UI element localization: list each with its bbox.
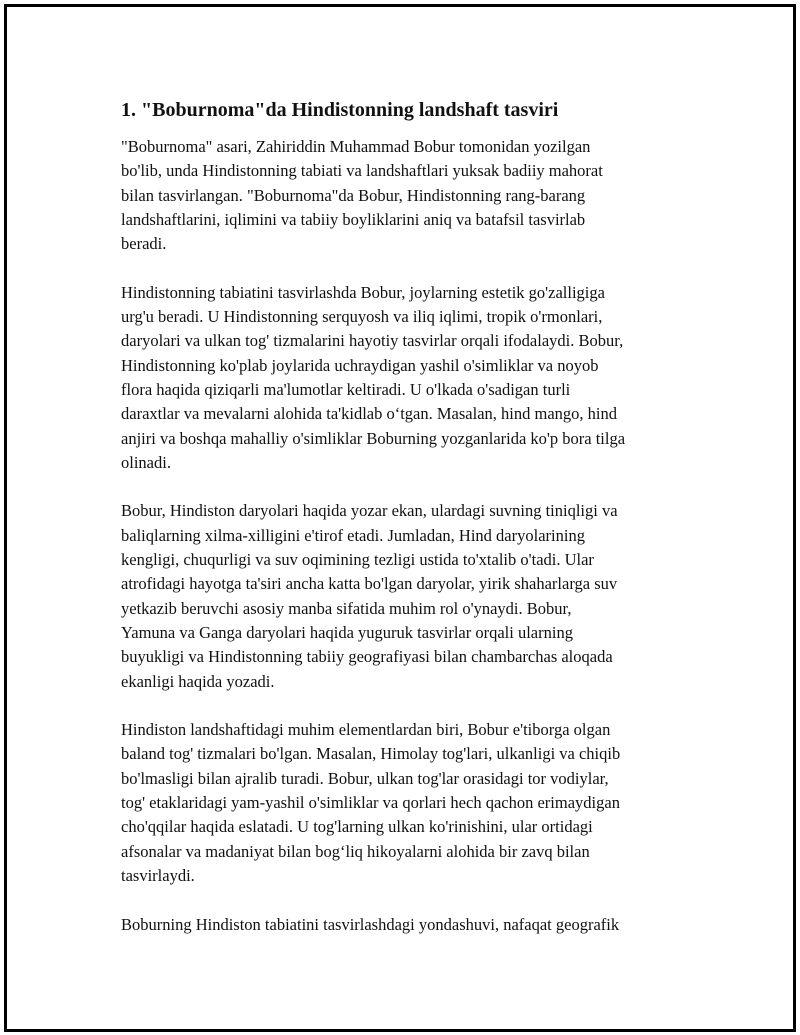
paragraph-line: bo'lmasligi bilan ajralib turadi. Bobur, ulkan tog'lar orasidagi tor vodiylar, bbox=[121, 768, 609, 788]
paragraph bbox=[121, 718, 701, 888]
paragraph-line: Hindistonning tabiatini tasvirlashda Bobur, joylarning estetik go'zalligiga bbox=[121, 282, 605, 302]
paragraph-line: tog' etaklaridagi yam-yashil o'simliklar va qorlari hech qachon erimaydigan bbox=[121, 793, 620, 813]
paragraph-line: flora haqida qiziqarli ma'lumotlar keltiradi. U o'lkada o'sadigan turli bbox=[121, 379, 571, 399]
paragraph-line: atrofidagi hayotga ta'siri ancha katta bo'lgan daryolar, yirik shaharlarga suv bbox=[121, 574, 618, 594]
paragraph-line: tasvirlaydi. bbox=[121, 865, 195, 885]
paragraph-line: landshaftlarini, iqlimini va tabiiy boyliklarini aniq va batafsil tasvirlab bbox=[121, 209, 586, 229]
paragraph-line: Hindistonning ko'plab joylarida uchraydigan yashil o'simliklar va noyob bbox=[121, 355, 599, 375]
paragraph-line: Boburning Hindiston tabiatini tasvirlashdagi yondashuvi, nafaqat geografik bbox=[121, 914, 620, 934]
paragraph-line: Bobur, Hindiston daryolari haqida yozar ekan, ulardagi suvning tiniqligi va bbox=[121, 501, 618, 521]
document-body bbox=[121, 97, 701, 961]
paragraph bbox=[121, 281, 701, 475]
paragraph bbox=[121, 135, 701, 256]
paragraph-line: cho'qqilar haqida eslatadi. U tog'larning ulkan ko'rinishini, ular ortidagi bbox=[121, 817, 593, 837]
paragraph-line: daraxtlar va mevalarni alohida ta'kidlab o‘tgan. Masalan, hind mango, hind bbox=[121, 404, 617, 424]
paragraph-line: yetkazib beruvchi asosiy manba sifatida muhim rol o'ynaydi. Bobur, bbox=[121, 598, 572, 618]
paragraph-line: baland tog' tizmalari bo'lgan. Masalan, Himolay tog'lari, ulkanligi va chiqib bbox=[121, 744, 621, 764]
paragraph-line: anjiri va boshqa mahalliy o'simliklar Boburning yozganlarida ko'p bora tilga bbox=[121, 428, 626, 448]
paragraph-line: bo'lib, unda Hindistonning tabiati va landshaftlari yuksak badiiy mahorat bbox=[121, 161, 603, 181]
paragraph-line: baliqlarning xilma-xilligini e'tirof etadi. Jumladan, Hind daryolarining bbox=[121, 525, 585, 545]
paragraph-line: buyukligi va Hindistonning tabiiy geografiyasi bilan chambarchas aloqada bbox=[121, 647, 613, 667]
paragraph-line: afsonalar va madaniyat bilan bog‘liq hikoyalarni alohida bir zavq bilan bbox=[121, 841, 590, 861]
paragraph-line: beradi. bbox=[121, 234, 167, 254]
page-frame bbox=[4, 4, 796, 1032]
paragraph-line: Hindiston landshaftidagi muhim elementlardan biri, Bobur e'tiborga olgan bbox=[121, 720, 611, 740]
paragraph-line: daryolari va ulkan tog' tizmalarini hayotiy tasvirlar orqali ifodalaydi. Bobur, bbox=[121, 331, 624, 351]
paragraph-line: olinadi. bbox=[121, 452, 171, 472]
paragraph-line: ekanligi haqida yozadi. bbox=[121, 671, 275, 691]
paragraph-line: urg'u beradi. U Hindistonning serquyosh va iliq iqlimi, tropik o'rmonlari, bbox=[121, 307, 603, 327]
paragraph-line: bilan tasvirlangan. "Boburnoma"da Bobur, Hindistonning rang-barang bbox=[121, 185, 586, 205]
paragraph bbox=[121, 499, 701, 693]
paragraph-line: Yamuna va Ganga daryolari haqida yuguruk tasvirlar orqali ularning bbox=[121, 622, 573, 642]
paragraph-line: kengligi, chuqurligi va suv oqimining tezligi ustida to'xtalib o'tadi. Ular bbox=[121, 550, 594, 570]
paragraph bbox=[121, 913, 701, 937]
paragraph-line: "Boburnoma" asari, Zahiriddin Muhammad Bobur tomonidan yozilgan bbox=[121, 137, 591, 156]
paragraph-list bbox=[121, 135, 701, 937]
section-heading: 1. "Boburnoma"da Hindistonning landshaft tasviri bbox=[121, 99, 559, 121]
